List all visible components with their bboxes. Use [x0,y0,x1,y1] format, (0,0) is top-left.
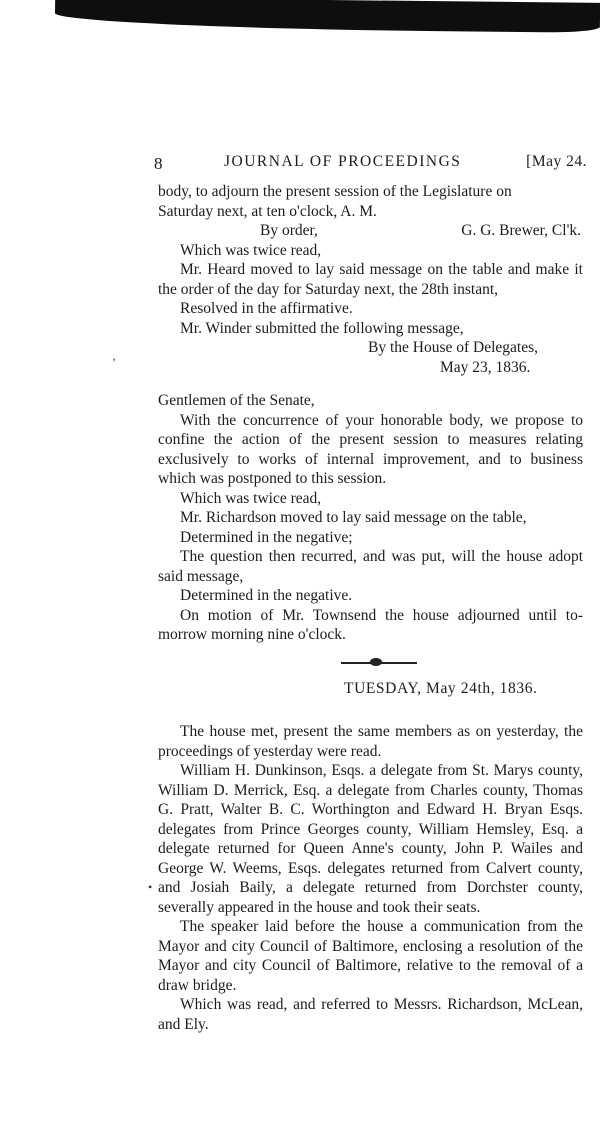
salutation: Gentlemen of the Senate, [158,392,315,409]
paragraph: The speaker laid before the house a communication from the Mayor and city Council of Baltimore, enclosing a resolution of the Mayor and city Council of Baltimore, relative to the removal of a draw bridge. [158,918,583,994]
day-heading: TUESDAY, May 24th, 1836. [344,679,538,697]
paragraph: Which was twice read, [180,489,322,507]
section-divider [158,653,583,673]
paragraph: Mr. Heard moved to lay said message on the table and make it the order of the day for Saturday next, the 28th instant, [158,261,583,298]
page-number: 8 [154,154,164,173]
paragraph: Resolved in the affirmative. [180,300,353,317]
house-date: May 23, 1836. [440,358,531,376]
running-title: JOURNAL OF PROCEEDINGS [224,153,462,170]
running-date: [May 24. [526,153,587,170]
stray-mark: • [148,880,153,894]
message-text: With the concurrence of your honorable body, we propose to confine the action of the present session to measures relating exclusively to works of internal improvement, and to business which was postponed to this session. [158,411,583,487]
journal-page [154,150,587,1034]
divider-ornament [370,658,382,666]
scan-page-edge [55,0,600,33]
paragraph: The question then recurred, and was put, will the house adopt said message, [158,548,583,585]
paragraph: Determined in the negative. [180,587,353,604]
by-order: By order, [260,222,318,239]
clerk-signature: G. G. Brewer, Cl'k. [461,222,581,239]
by-house: By the House of Delegates, [368,339,539,356]
order-line [158,221,583,241]
paragraph: Mr. Winder submitted the following message, [180,319,464,337]
stray-mark: ’ [112,355,116,369]
spacer [158,377,583,391]
paragraph: Mr. Richardson moved to lay said message on the table, [180,509,527,526]
paragraph: Which was twice read, [180,241,322,259]
paragraph: Determined in the negative; [180,528,353,546]
running-header [154,150,587,176]
paragraph: On motion of Mr. Townsend the house adjourned until to-morrow morning nine o'clock. [158,606,583,643]
text-line: Saturday next, at ten o'clock, A. M. [158,202,377,220]
paragraph: The house met, present the same members as on yesterday, the proceedings of yesterday were read. [158,723,583,760]
paragraph: William H. Dunkinson, Esqs. a delegate from St. Marys county, William D. Merrick, Esq. a delegate from Charles county, Thomas G. Pratt, Walter B. C. Worthington and Edward H. Bryan Esqs. delegates from Prince Georges county, William Hemsley, Esq. a delegate returned for Queen Anne's county, John P. Wailes and George W. Weems, Esqs. delegates returned from Calvert county, and Josiah Baily, a delegate returned from Dorchster county, severally appeared in the house and took their seats. [158,762,583,916]
text-line: body, to adjourn the present session of the Legislature on [158,183,512,200]
paragraph: Which was read, and referred to Messrs. Richardson, McLean, and Ely. [158,996,583,1033]
